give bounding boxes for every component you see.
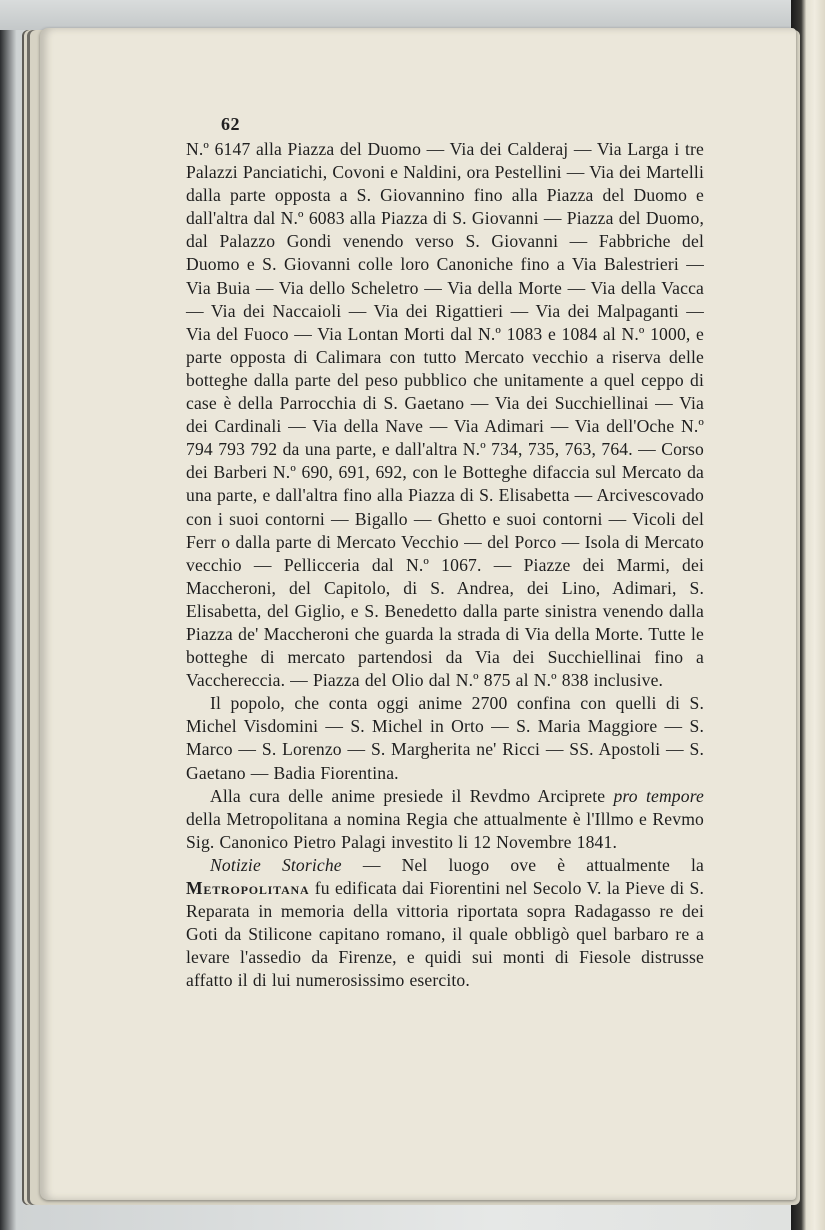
historical-notes-heading: Notizie Storiche [210, 854, 342, 875]
paragraph-cure-italic: pro tempore [613, 785, 704, 806]
paragraph-historical-notes [186, 854, 704, 993]
paragraph-cure-of-souls [186, 785, 704, 854]
paragraph-population: Il popolo, che conta oggi anime 2700 confina con quelli di S. Michel Visdomini — S. Michel in Orto — S. Maria Maggiore — S. Marco — S. Lorenzo — S. Margherita ne' Ricci — SS. Apostoli — S. Gaetano — Badia Fiorentina. [186, 693, 704, 783]
paragraph-parish-boundaries: N.º 6147 alla Piazza del Duomo — Via dei Calderaj — Via Larga i tre Palazzi Panciatichi, Covoni e Naldini, ora Pestellini — Via dei Martelli dalla parte opposta a S. Giovannino fino alla Piazza del Duomo e dall'altra dal N.º 6083 alla Piazza di S. Giovanni — Piazza del Duomo, dal Palazzo Gondi venendo verso S. Giovanni — Fabbriche del Duomo e S. Giovanni colle loro Canoniche fino a Via Balestrieri — Via Buia — Via dello Scheletro — Via della Morte — Via della Vacca — Via dei Naccaioli — Via dei Rigattieri — Via dei Malpaganti — Via del Fuoco — Via Lontan Morti dal N.º 1083 e 1084 al N.º 1000, e parte opposta di Calimara con tutto Mercato vecchio a riserva delle botteghe dalla parte del peso pubblico che unitamente a quel ceppo di case è della Parrocchia di S. Gaetano — Via dei Succhiellinai — Via dei Cardinali — Via della Nave — Via Adimari — Via dell'Oche N.º 794 793 792 da una parte, e dall'altra N.º 734, 735, 763, 764. — Corso dei Barberi N.º 690, 691, 692, con le Botteghe difaccia sul Mercato da una parte, e dall'altra fino alla Piazza di S. Elisabetta — Arcivescovado con i suoi contorni — Bigallo — Ghetto e suoi contorni — Vicoli del Ferr o dalla parte di Mercato Vecchio — del Porco — Isola di Mercato vecchio — Pellicceria dal N.º 1067. — Piazze dei Marmi, dei Maccheroni, del Capitolo, di S. Andrea, dei Lino, Adimari, S. Elisabetta, del Giglio, e S. Benedetto dalla parte sinistra venendo dalla Piazza de' Maccheroni che guarda la strada di Via della Morte. Tutte le botteghe di mercato partendosi da Via dei Succhiellinai fino a Vacchereccia. — Piazza del Olio dal N.º 875 al N.º 838 inclusive. [186, 139, 704, 691]
historical-notes-body: fu edificata dai Fiorentini nel Secolo V. la Pieve di S. Reparata in memoria della vittoria riportata sopra Radagasso re dei Goti da Stilicone capitano romano, il quale obbligò quel barbaro re a levare l'assedio da Firenze, e quidi sui monti di Fiesole distrusse affatto il di lui numerosissimo esercito. [186, 878, 704, 991]
historical-notes-lead: — Nel luogo ove è attualmente la [341, 854, 704, 875]
paragraph-cure-text-b: della Metropolitana a nomina Regia che attualmente è l'Illmo e Revmo Sig. Canonico Pietro Palagi investito li 12 Novembre 1841. [186, 808, 704, 852]
paragraph-cure-text-a: Alla cura delle anime presiede il Revdmo Arciprete [210, 785, 614, 806]
page-body-text [186, 138, 704, 992]
scan-backdrop [0, 0, 825, 30]
page-number: 62 [221, 114, 240, 134]
historical-notes-smallcaps: Metropolitana [186, 878, 310, 898]
